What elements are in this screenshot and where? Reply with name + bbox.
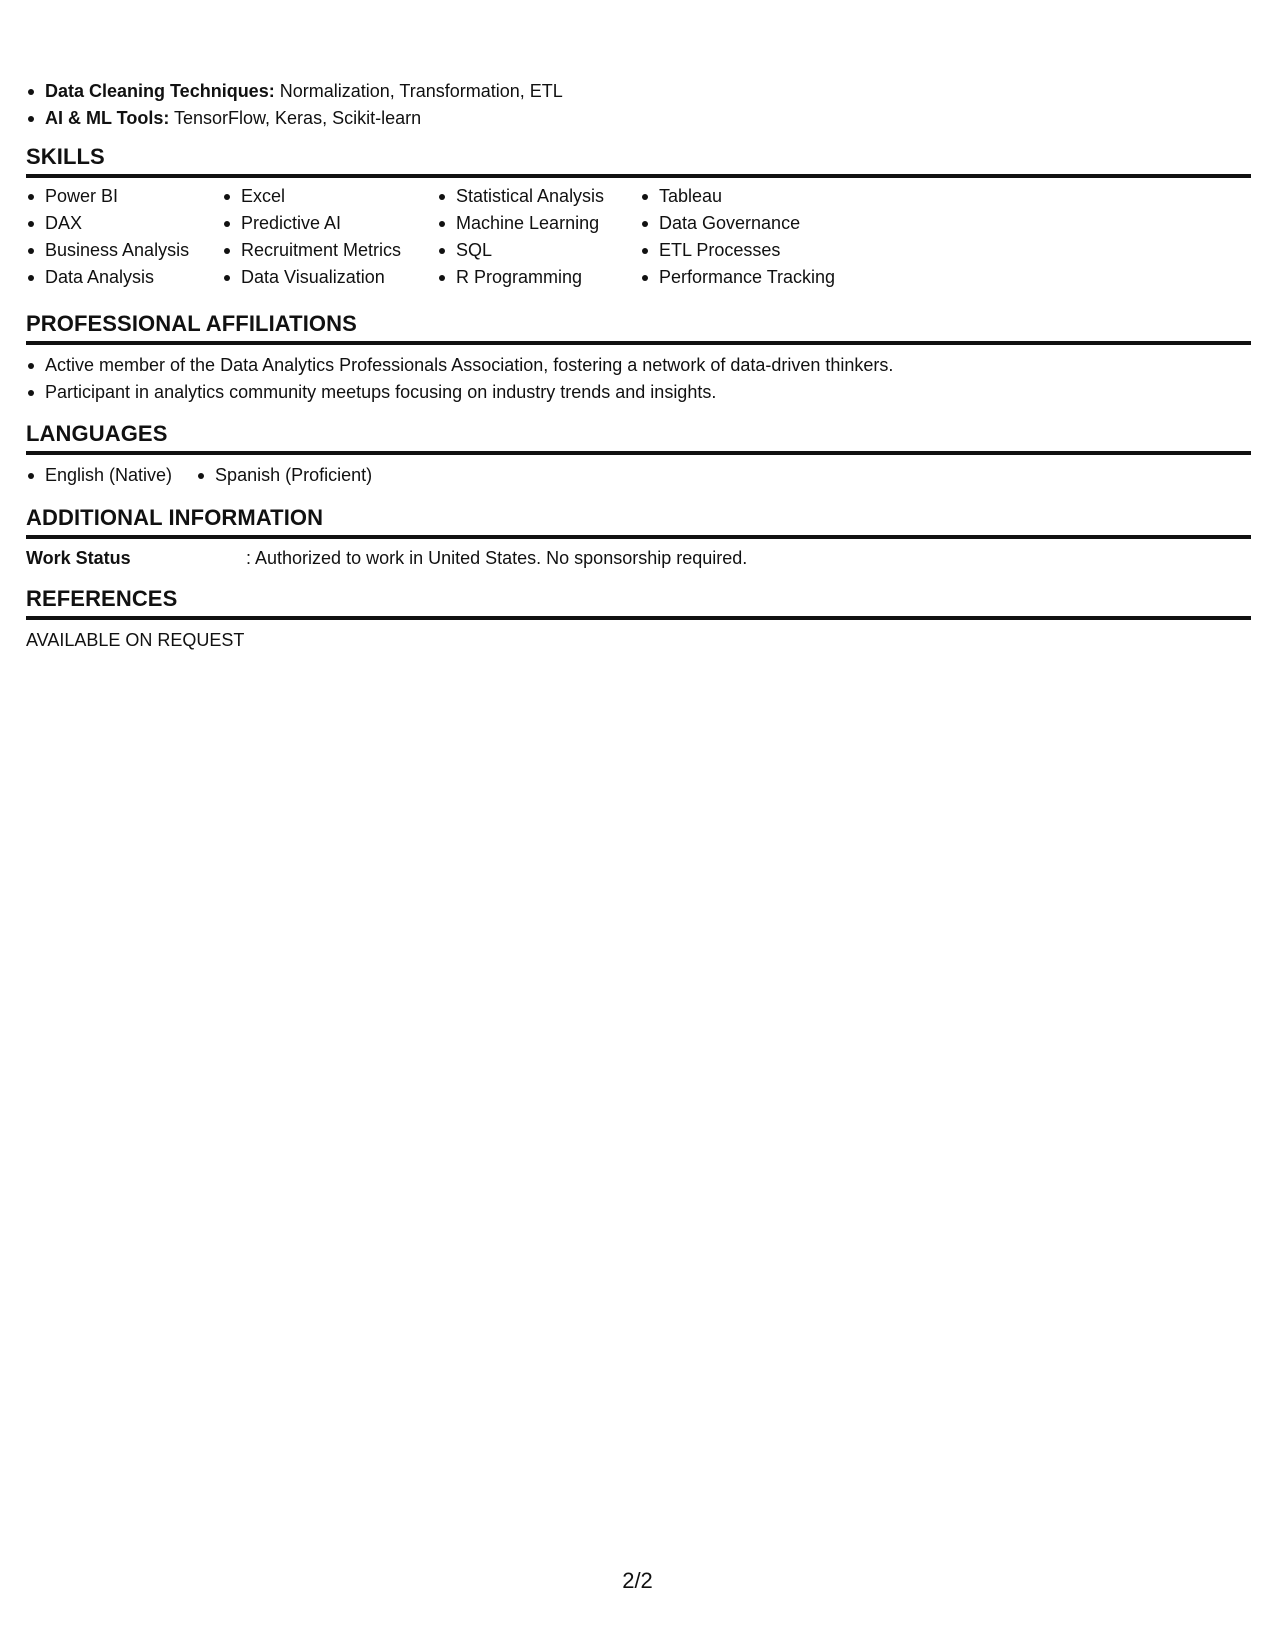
- skills-column: [640, 183, 870, 291]
- skill-item: Statistical Analysis: [437, 183, 640, 210]
- references-text: AVAILABLE ON REQUEST: [26, 630, 245, 650]
- skill-item: Data Governance: [640, 210, 870, 237]
- skill-item: DAX: [26, 210, 222, 237]
- item-value: Normalization, Transformation, ETL: [274, 81, 563, 101]
- skills-column: [26, 183, 222, 291]
- skills-section: [26, 143, 1251, 291]
- skill-item: Data Analysis: [26, 264, 222, 291]
- skill-item: Machine Learning: [437, 210, 640, 237]
- item-label: Data Cleaning Techniques:: [45, 81, 275, 101]
- skill-item: Tableau: [640, 183, 870, 210]
- item-label: AI & ML Tools:: [45, 108, 170, 128]
- section-title: LANGUAGES: [26, 420, 1251, 455]
- list-item: [26, 78, 563, 105]
- affiliations-section: [26, 310, 1251, 406]
- language-item: English (Native): [26, 462, 172, 489]
- languages-section: [26, 420, 1251, 489]
- skill-item: Predictive AI: [222, 210, 437, 237]
- list-item: Participant in analytics community meetups focusing on industry trends and insights.: [26, 379, 1251, 406]
- section-title: ADDITIONAL INFORMATION: [26, 504, 1251, 539]
- skill-item: Data Visualization: [222, 264, 437, 291]
- languages-list: [26, 462, 1251, 489]
- skill-item: Performance Tracking: [640, 264, 870, 291]
- language-item: Spanish (Proficient): [196, 462, 372, 489]
- skills-column: [222, 183, 437, 291]
- skill-item: Business Analysis: [26, 237, 222, 264]
- affiliations-list: [26, 352, 1251, 406]
- skill-item: Excel: [222, 183, 437, 210]
- skills-grid: [26, 183, 1251, 291]
- skill-item: R Programming: [437, 264, 640, 291]
- list-item: [26, 105, 563, 132]
- references-section: [26, 585, 1251, 654]
- additional-info-section: [26, 504, 1251, 572]
- page-number: 2/2: [622, 1568, 653, 1593]
- work-status-label: Work Status: [26, 548, 131, 568]
- skills-column: [437, 183, 640, 291]
- work-status-value: : Authorized to work in United States. No sponsorship required.: [246, 548, 748, 568]
- item-value: TensorFlow, Keras, Scikit-learn: [169, 108, 422, 128]
- skill-item: Recruitment Metrics: [222, 237, 437, 264]
- skill-item: SQL: [437, 237, 640, 264]
- skill-item: Power BI: [26, 183, 222, 210]
- technical-tools-list: [26, 78, 563, 132]
- work-status-row: [26, 545, 1251, 572]
- skill-item: ETL Processes: [640, 237, 870, 264]
- section-title: REFERENCES: [26, 585, 1251, 620]
- section-title: SKILLS: [26, 143, 1251, 178]
- section-title: PROFESSIONAL AFFILIATIONS: [26, 310, 1251, 345]
- list-item: Active member of the Data Analytics Professionals Association, fostering a network of data-driven thinkers.: [26, 352, 1251, 379]
